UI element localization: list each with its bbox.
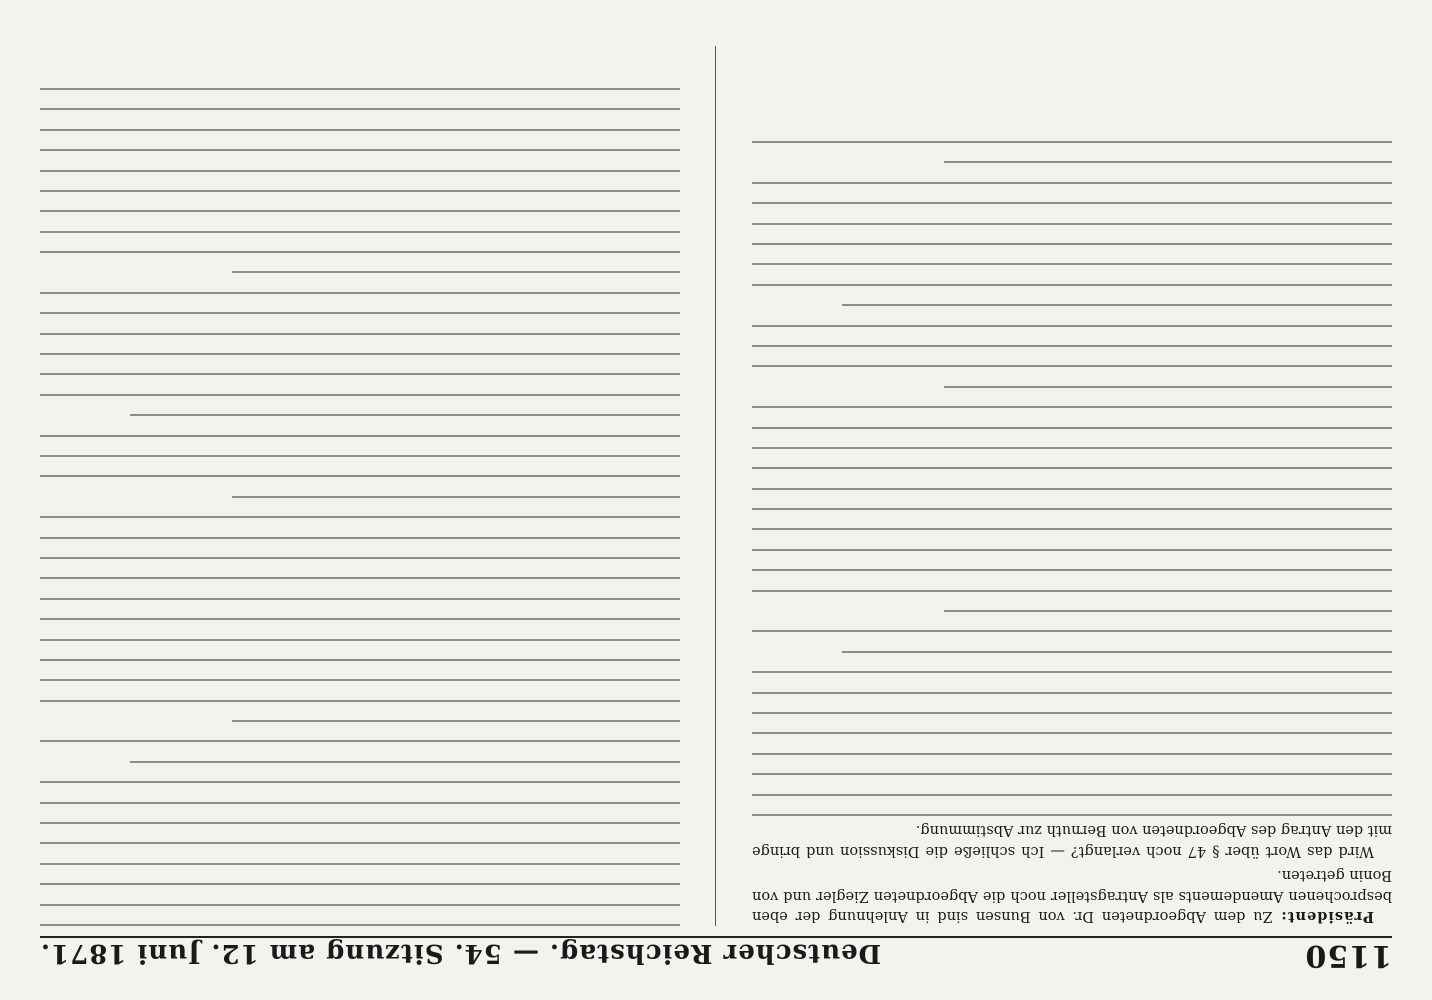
text-line bbox=[40, 863, 680, 865]
text-line bbox=[752, 671, 1392, 673]
text-line bbox=[40, 618, 680, 620]
right-column bbox=[40, 70, 680, 926]
text-line bbox=[752, 692, 1392, 694]
paragraph: Wird das Wort über § 47 noch verlangt? — Ich schließe die Diskussion und bringe mit den Antrag des Abgeordneten von Bernuth zur Abstimmung. bbox=[752, 822, 1392, 859]
text-line bbox=[752, 794, 1392, 796]
text-line bbox=[40, 516, 680, 518]
body-text-lines bbox=[752, 141, 1392, 816]
text-line bbox=[40, 537, 680, 539]
text-line bbox=[752, 345, 1392, 347]
text-line bbox=[40, 108, 680, 110]
paragraph-text: Zu dem Abgeordneten Dr. von Bunsen sind in Anlehnung der eben besprochenen Amendements als Antragsteller noch die Abgeordneten Ziegler und von Bonin getreten. bbox=[752, 867, 1392, 924]
text-line bbox=[40, 394, 680, 396]
page-number: 1150 bbox=[1304, 938, 1392, 973]
text-line bbox=[232, 720, 680, 722]
text-line bbox=[130, 761, 680, 763]
text-line bbox=[752, 202, 1392, 204]
text-line bbox=[40, 455, 680, 457]
text-line bbox=[40, 842, 680, 844]
text-line bbox=[232, 496, 680, 498]
text-line bbox=[752, 630, 1392, 632]
text-line bbox=[752, 732, 1392, 734]
text-line bbox=[752, 325, 1392, 327]
text-line bbox=[752, 773, 1392, 775]
text-line bbox=[40, 475, 680, 477]
text-line bbox=[752, 243, 1392, 245]
column-divider bbox=[715, 46, 716, 926]
text-line bbox=[752, 712, 1392, 714]
text-line bbox=[752, 284, 1392, 286]
text-line bbox=[40, 904, 680, 906]
text-line bbox=[40, 802, 680, 804]
text-line bbox=[752, 365, 1392, 367]
text-line bbox=[752, 141, 1392, 143]
text-line bbox=[842, 651, 1392, 653]
text-line bbox=[40, 577, 680, 579]
text-line bbox=[130, 414, 680, 416]
body-text-lines bbox=[40, 88, 680, 926]
text-line bbox=[752, 406, 1392, 408]
text-line bbox=[752, 447, 1392, 449]
page-header bbox=[40, 936, 1392, 982]
text-line bbox=[752, 508, 1392, 510]
text-line bbox=[40, 598, 680, 600]
text-line bbox=[944, 161, 1392, 163]
text-line bbox=[40, 924, 680, 926]
text-line bbox=[40, 353, 680, 355]
running-title: Deutscher Reichstag. — 54. Sitzung am 12. Juni 1871. bbox=[40, 938, 882, 968]
text-line bbox=[40, 231, 680, 233]
text-line bbox=[40, 190, 680, 192]
text-line bbox=[40, 700, 680, 702]
text-line bbox=[232, 272, 680, 274]
text-line bbox=[40, 129, 680, 131]
text-line bbox=[40, 557, 680, 559]
text-line bbox=[40, 333, 680, 335]
digitization-notice bbox=[1406, 0, 1432, 1000]
text-line bbox=[752, 753, 1392, 755]
text-line bbox=[40, 883, 680, 885]
text-line bbox=[944, 386, 1392, 388]
text-line bbox=[40, 292, 680, 294]
text-line bbox=[40, 822, 680, 824]
paragraph bbox=[752, 865, 1392, 926]
text-line bbox=[752, 569, 1392, 571]
text-line bbox=[752, 590, 1392, 592]
text-line bbox=[944, 610, 1392, 612]
text-line bbox=[752, 467, 1392, 469]
text-line bbox=[752, 223, 1392, 225]
text-line bbox=[40, 679, 680, 681]
text-line bbox=[752, 263, 1392, 265]
text-line bbox=[40, 312, 680, 314]
text-line bbox=[40, 149, 680, 151]
left-column bbox=[752, 123, 1392, 926]
text-line bbox=[40, 435, 680, 437]
text-line bbox=[752, 814, 1392, 816]
text-line bbox=[40, 659, 680, 661]
speaker-name: Präsident: bbox=[1280, 908, 1374, 925]
text-line bbox=[842, 304, 1392, 306]
text-line bbox=[40, 210, 680, 212]
text-line bbox=[40, 88, 680, 90]
text-line bbox=[40, 781, 680, 783]
text-line bbox=[752, 488, 1392, 490]
text-line bbox=[40, 251, 680, 253]
text-line bbox=[752, 182, 1392, 184]
text-line bbox=[752, 529, 1392, 531]
text-line bbox=[40, 740, 680, 742]
text-line bbox=[752, 549, 1392, 551]
text-line bbox=[40, 639, 680, 641]
text-line bbox=[40, 170, 680, 172]
text-line bbox=[40, 373, 680, 375]
text-line bbox=[752, 427, 1392, 429]
